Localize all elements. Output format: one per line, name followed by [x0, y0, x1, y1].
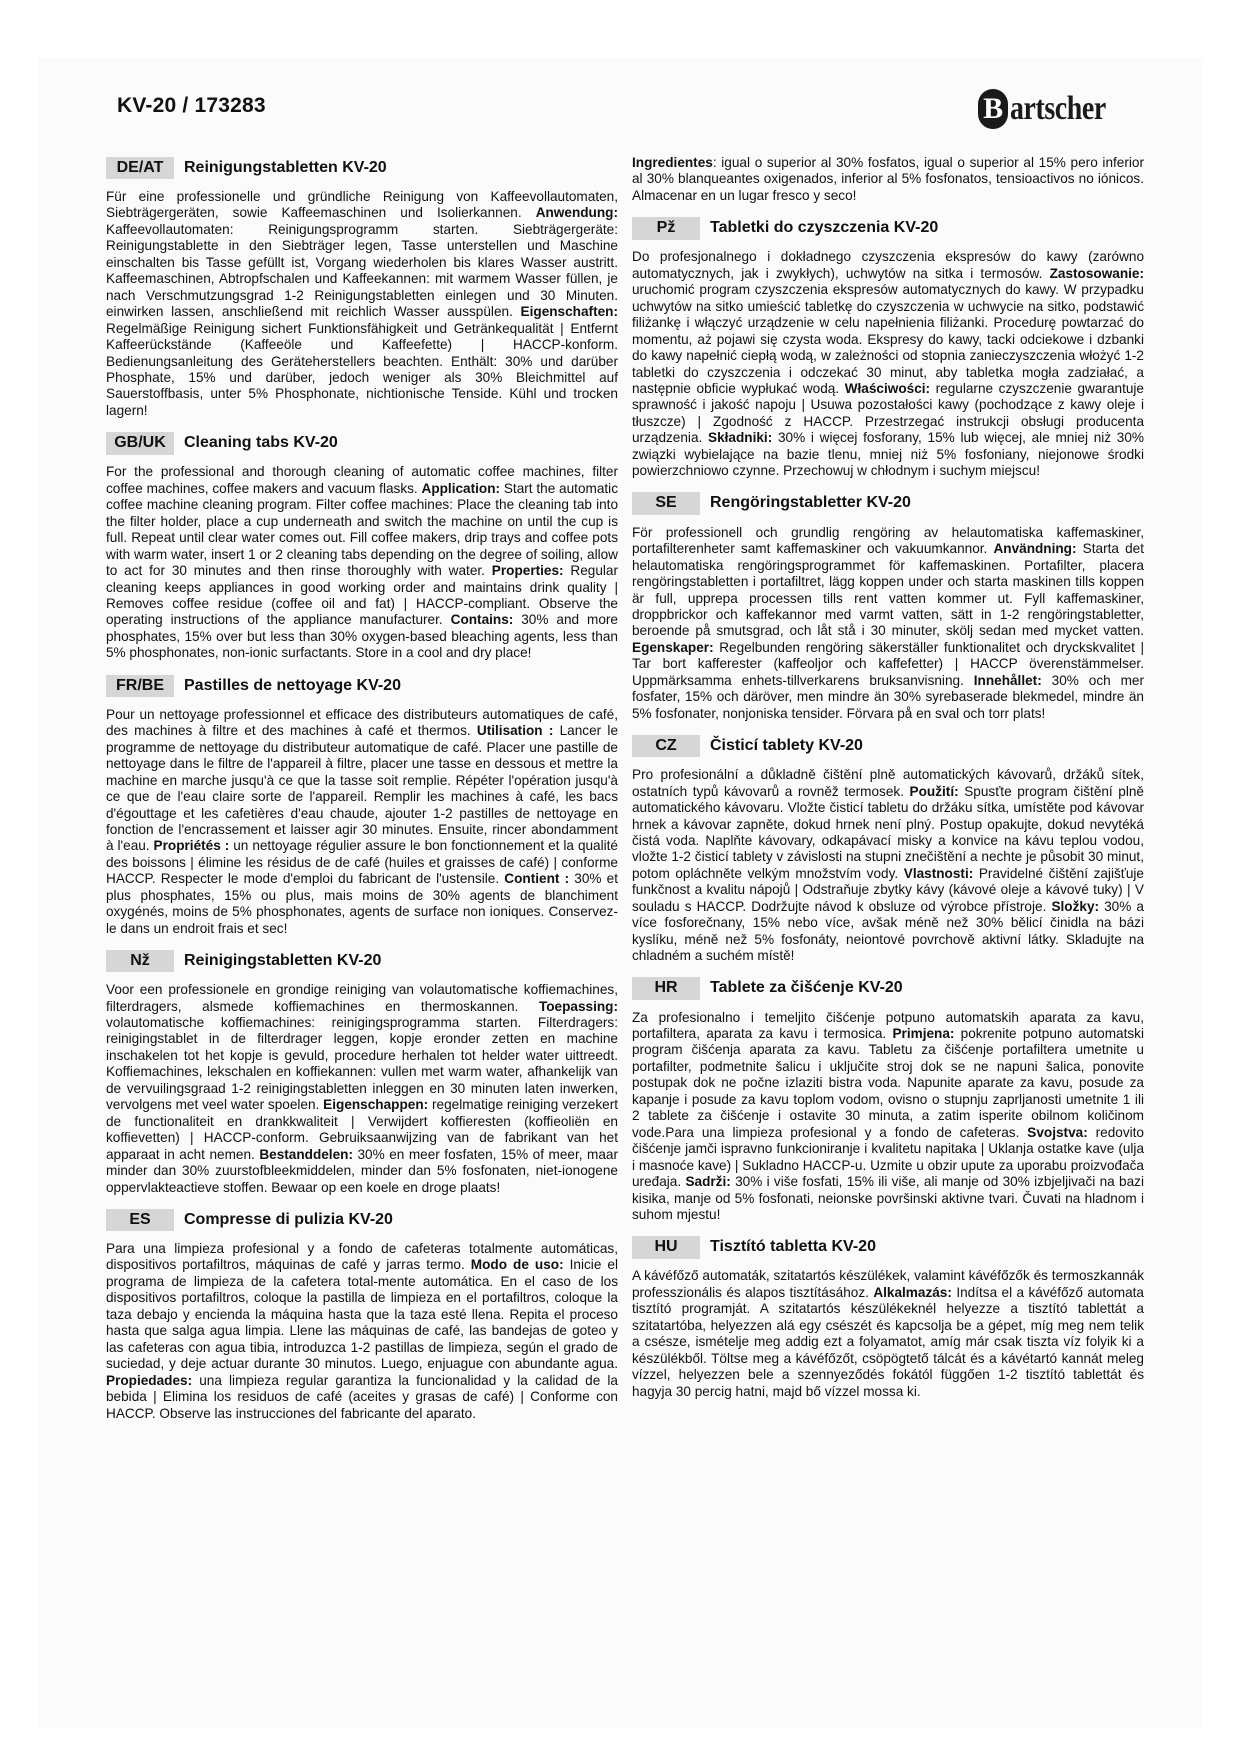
section-paragraph	[632, 767, 1144, 964]
section-paragraph	[106, 1241, 618, 1422]
keyword-label: Användning:	[993, 541, 1077, 557]
language-code-badge: FR/BE	[106, 675, 174, 697]
language-code-badge: GB/UK	[106, 432, 174, 454]
section-body	[632, 525, 1144, 722]
keyword-label: Modo de uso:	[470, 1257, 564, 1273]
body-text: un nettoyage régulier assure le bon fonctionnement et la qualité des boissons | élimine les résidus de de café (huiles et graisses de café) | conforme HACCP. Respecter le mode d'emploi du fabricant de l'ustensile.	[106, 838, 618, 887]
body-text: redovito čišćenje jamči ispravno funkcioniranje i kvalitetu napitaka | Uklanja ostatke kave (ulja i masnoće kave) | Sukladno HACCP-u. Uzmite u obzir upute za uporabu proizvođača uređaja.	[632, 1124, 1144, 1190]
keyword-label: Propriétés :	[153, 838, 230, 854]
keyword-label: Egenskaper:	[632, 639, 714, 655]
body-text: 30% a více fosforečnany, 15% nebo více, avšak méně než 30% bělicí činidla na bázi kyslíku, méně než 5% fosfonáty, neiontové povrchově aktivní látky. Skladujte na chladném a suchém místě!	[632, 898, 1144, 964]
language-code-badge: DE/AT	[106, 157, 174, 179]
section-title: Pastilles de nettoyage KV-20	[184, 676, 401, 694]
section-title: Reinigungstabletten KV-20	[184, 158, 387, 176]
section-title: Tisztító tabletta KV-20	[710, 1238, 876, 1256]
section-body	[106, 707, 618, 937]
body-text: 30% och mer fosfater, 15% och däröver, men mindre än 30% syrebaserade blekmedel, mindre än 5% fosfonater, nonjoniska tensider. Förvara på en sval och torr plats!	[632, 672, 1144, 721]
section-paragraph	[632, 525, 1144, 722]
body-text: Pour un nettoyage professionnel et efficace des distributeurs automatiques de café, des machines à filtre et des machines à café et thermos.	[106, 706, 618, 739]
keyword-label: Použití:	[909, 783, 959, 799]
keyword-label: Složky:	[1051, 898, 1100, 914]
language-section	[106, 1207, 618, 1422]
body-text: Pravidelné čištění zajišťuje funkčnost a kvalitu nápojů | Odstraňuje zbytky kávy (kávové oleje a kávové tuky) | V souladu s HACCP. Dodržujte návod k obsluze od výrobce přístroje.	[632, 865, 1144, 914]
body-text: 30% et plus phosphates, 15% ou plus, mais moins de 30% agents de blanchiment oxygénés, moins de 5% phosphonates, agents de surface non ioniques. Conservez-le dans un endroit frais et sec!	[106, 871, 618, 936]
section-heading	[106, 430, 618, 456]
section-body	[632, 1010, 1144, 1224]
body-text: 30% and more phosphates, 15% over but less than 30% oxygen-based bleaching agents, less than 5% phosphonates, non-ionic surfactants. Store in a cool and dry place!	[106, 612, 618, 661]
section-heading	[632, 733, 1144, 759]
body-text: För professionell och grundlig rengöring av helautomatiska kaffemaskiner, portafilterenheter samt kaffemaskiner och vakuumkannor.	[632, 524, 1144, 557]
body-text: pokrenite potpuno automatski program čišćenja aparata za kavu. Tabletu za čišćenje portafiltera umetnite u portafilter, podmetnite šalicu i uključite stroj dok se ne napuni šalica, ponovite postupak dok ne počne izlaziti bistra voda. Napunite aparate za kavu, posude za kapanje i posude za kavu toplom vodom, ovisno o stupnju zaprljanosti umetnite 1 ili 2 tablete za čišćenje i ostavite 30 minuta, a zatim isperite obilnom količinom vode.Para una limpieza profesional y a fondo de cafeteras.	[632, 1026, 1144, 1140]
body-text: 30% i više fosfati, 15% ili više, ali manje od 30% izbjeljivači na bazi kisika, manje od 5% fosfonati, neionske površinski aktivne tvari. Čuvati na hladnom i suhom mjestu!	[632, 1174, 1144, 1223]
section-paragraph	[106, 982, 618, 1196]
keyword-label: Składniki:	[708, 430, 773, 446]
body-text: 30% i więcej fosforany, 15% lub więcej, ale mniej niż 30% związki wybielające na bazie tlenu, mniej niż 5% fosfoniany, niejonowe środki powierzchniowo czynne. Przechowuj w chłodnym i suchym miejscu!	[632, 430, 1144, 479]
section-paragraph	[632, 155, 1144, 204]
body-text: Regular cleaning keeps appliances in good working order and maintains drink quality | Removes coffee residue (coffee oil and fat) | HACCP-compliant. Observe the operating instructions of the appliance manufacturer.	[106, 563, 619, 628]
body-text: 30% en meer fosfaten, 15% of meer, maar minder dan 30% zuurstofbleekmiddelen, minder dan 5% fosfonaten, niet-ionogene oppervlakteactieve stoffen. Bewaar op een koele en droge plaats!	[106, 1146, 618, 1195]
body-text: Indítsa el a kávéfőző automata tisztító programját. A szitatartós készülékeknél helyezze a tisztító tablettát a szitatartóba, helyezzen alá egy csészét és kapcsolja be a gépet, míg meg nem telik a csésze, ismételje meg addig ezt a folyamatot, amíg már csak tiszta víz folyik ki a készülékből. Töltse meg a kávéfőzőt, csöpögtető tálcát és a kávétartó kannát meleg vízzel, helyezzen bele a szennyeződés fokától függően 1-2 tisztító tablettát és hagyja 30 percig hatni, majd bő vízzel mossa ki.	[632, 1284, 1144, 1399]
section-paragraph	[632, 1010, 1144, 1224]
keyword-label: Contient :	[504, 871, 570, 887]
body-text: Starta det helautomatiska rengöringsprogrammet för kaffemaskinen. Portafilter, placera rengöringstabletten i portafiltret, lägg koppen under och starta maskinen tills koppen är full, upprepa processen tills rent vatten kommer ut. Fyll kaffemaskiner, droppbrickor och kaffekannor med varmt vatten, sätt in 1-2 rengöringstabletter, beroende på smutsgrad, och låt stå i 30 minuter, skölj sedan med mycket vatten.	[632, 541, 1144, 639]
keyword-label: Eigenschappen:	[323, 1097, 429, 1113]
section-body	[106, 1241, 618, 1422]
body-text: Spusťte program čištění plně automatického kávovaru. Vložte čisticí tabletu do držáku sítka, umístěte pod kávovar hrnek a kávovar zapněte, dokud hrnek není plný. Postup opakujte, dokud nevytéká čistá voda. Naplňte kávovary, odkapávací misky a konvice na kávu teplou vodou, vložte 1-2 čisticí tablety v závislosti na stupni znečištění a nechte je působit 30 minut, potom opláchněte velkým množstvím vody.	[632, 783, 1144, 881]
language-section	[106, 430, 618, 661]
language-code-badge: ES	[106, 1209, 174, 1231]
language-section	[632, 155, 1144, 204]
keyword-label: Alkalmazás:	[873, 1284, 952, 1300]
section-heading	[632, 215, 1144, 241]
section-heading	[632, 491, 1144, 517]
keyword-label: Application:	[421, 480, 501, 496]
language-section	[632, 733, 1144, 964]
body-text: uruchomić program czyszczenia ekspresów automatycznych do kawy. W przypadku uchwytów na sitko umieścić tabletkę do czyszczenia w uchwycie na sitko, podstawić filiżankę i włączyć urządzenie w celu napełnienia filiżanki. Procedurę powtarzać do momentu, aż pojawi się czysta woda. Ekspresy do kawy, tacki odciekowe i dzbanki do kawy napełnić ciepłą wodą, w zależności od stopnia zanieczyszczenia włożyć 1-2 tabletki do czyszczenia i odczekać 30 minut, aby tabletka mogła zadziałać, a następnie obficie wypłukać wodą.	[632, 282, 1144, 396]
section-title: Reinigingstabletten KV-20	[184, 951, 382, 969]
keyword-label: Innehållet:	[973, 672, 1042, 688]
body-text: Do profesjonalnego i dokładnego czyszczenia ekspresów do kawy (zarówno automatycznych, jak i zwykłych), uchwytów na sitka i termosów.	[632, 249, 1144, 281]
logo-b-mark-icon: B	[978, 89, 1008, 129]
keyword-label: Primjena:	[892, 1026, 955, 1042]
body-text: Pro profesionální a důkladně čištění plně automatických kávovarů, držáků sítek, ostatních typů kávovarů a rovněž termosek.	[632, 767, 1144, 799]
language-section	[632, 215, 1144, 479]
section-heading	[106, 155, 618, 181]
keyword-label: Eigenschaften:	[520, 304, 618, 320]
section-body	[632, 155, 1144, 204]
section-heading	[106, 673, 618, 699]
section-title: Tablete za čišćenje KV-20	[710, 979, 903, 997]
logo-wordmark: artscher	[1010, 90, 1106, 127]
section-paragraph	[106, 189, 618, 419]
section-paragraph	[106, 707, 618, 937]
bartscher-logo	[978, 86, 1127, 132]
keyword-label: Contains:	[450, 612, 514, 628]
language-code-badge: CZ	[632, 735, 700, 757]
document-header	[117, 92, 1127, 132]
body-text: regularne czyszczenie gwarantuje sprawność i jakość napoju | Usuwa pozostałości kawy (pochodzące z kawy oleje i tłuszcze) | Zgodność z HACCP. Przestrzegać instrukcji obsługi producenta urządzenia.	[632, 380, 1144, 446]
body-text: Za profesionalno i temeljito čišćenje potpuno automatskih aparata za kavu, portafiltera, aparata za kavu i termosica.	[632, 1009, 1144, 1042]
section-title: Tabletki do czyszczenia KV-20	[710, 219, 939, 237]
language-section	[106, 948, 618, 1196]
keyword-label: Toepassing:	[538, 998, 618, 1014]
keyword-label: Sadrži:	[685, 1174, 731, 1190]
keyword-label: Właściwości:	[844, 380, 931, 396]
section-heading	[106, 1207, 618, 1233]
keyword-label: Propiedades:	[106, 1372, 193, 1388]
section-body	[632, 249, 1144, 479]
body-text: Start the automatic coffee machine cleaning program. Filter coffee machines: Place the cleaning tab into the filter holder, place a cup underneath and switch the machine on until the cup is full. Repeat until clear water comes out. Fill coffee makers, drip trays and coffee pots with warm water, insert 1 or 2 cleaning tabs depending on the degree of soiling, allow to act for 30 minutes and then rinse thoroughly with water.	[106, 480, 618, 579]
body-text: Para una limpieza profesional y a fondo de cafeteras totalmente automáticas, dispositivos portafiltros, máquinas de café y jarras termo.	[106, 1241, 618, 1273]
section-body	[632, 1268, 1144, 1400]
body-text: Voor een professionele en grondige reiniging van volautomatische koffiemachines, filterdragers, alsmede koffiemachines en thermoskannen.	[106, 982, 618, 1014]
language-section	[106, 155, 618, 419]
language-section	[632, 1234, 1144, 1400]
section-paragraph	[106, 464, 618, 661]
keyword-label: Svojstva:	[1027, 1124, 1088, 1140]
section-paragraph	[632, 1268, 1144, 1400]
language-code-badge: Nž	[106, 950, 174, 972]
section-title: Compresse di pulizia KV-20	[184, 1210, 393, 1228]
language-section	[632, 976, 1144, 1224]
language-code-badge: SE	[632, 492, 700, 514]
keyword-label: Utilisation :	[476, 723, 554, 739]
section-heading	[106, 948, 618, 974]
section-title: Rengöringstabletter KV-20	[710, 494, 911, 512]
body-text: Für eine professionelle und gründliche Reinigung von Kaffeevollautomaten, Siebträgergeräten, sowie Kaffeemaschinen und Isolierkannen.	[106, 189, 618, 221]
right-column	[632, 155, 1144, 1411]
section-body	[632, 767, 1144, 964]
body-text: : igual o superior al 30% fosfatos, igual o superior al 15% pero inferior al 30% blanqueantes oxigenados, inferior al 5% fosfonatos, tensioactivos no iónicos. Almacenar en un lugar fresco y seco!	[632, 155, 1144, 203]
language-code-badge: HR	[632, 977, 700, 999]
keyword-label: Zastosowanie:	[1049, 265, 1144, 281]
keyword-label: Vlastnosti:	[903, 865, 974, 881]
body-text: A kávéfőző automaták, szitatartós készülékek, valamint kávéfőzők és termoszkannák professzionális és alapos tisztításához.	[632, 1268, 1144, 1300]
keyword-label: Ingredientes	[632, 155, 713, 170]
section-body	[106, 464, 618, 661]
language-section	[632, 491, 1144, 722]
body-text: Regelbunden rengöring säkerställer funktionalitet och dryckskvalitet | Tar bort kafferester (kaffeoljor och kaffefetter) | HACCP överenstämmelser. Uppmärksamma enhets-tillverkarens bruksanvisning.	[632, 639, 1144, 688]
body-text: Inicie el programa de limpieza de la cafetera total-mente automática. En el caso de los dispositivos portafiltros, coloque la pastilla de limpieza en el portafiltros, coloque la taza debajo y encienda la máquina hasta que la taza esté llena. Repita el proceso hasta que salga agua limpia. Llene las máquinas de café, las bandejas de goteo y las cafeteras con agua tibia, introduzca 1-2 pastillas de limpieza, según el grado de suciedad, y deje actuar durante 30 minutos. Luego, enjuague con abundante agua.	[106, 1257, 618, 1372]
language-code-badge: Pž	[632, 217, 700, 239]
section-heading	[632, 976, 1144, 1002]
document-title: KV-20 / 173283	[117, 94, 266, 117]
keyword-label: Bestanddelen:	[259, 1146, 353, 1162]
language-code-badge: HU	[632, 1236, 700, 1258]
body-text: For the professional and thorough cleaning of automatic coffee machines, filter coffee machines, coffee makers and vacuum flasks.	[106, 464, 618, 496]
body-text: volautomatische koffiemachines: reinigingsprogramma starten. Filterdragers: reinigingstablet in de filterdrager leggen, kopje eronder zetten en machine inschakelen tot het kopje is gevuld, procedure herhalen tot helder water uittreedt. Koffiemachines, lekschalen en koffiekannen: vullen met warm water, afhankelijk van de vervuilingsgraad 1-2 reinigingstabletten inleggen en 30 minuten laten inwerken, vervolgens met veel water spoelen.	[106, 1015, 618, 1113]
section-heading	[632, 1234, 1144, 1260]
language-section	[106, 673, 618, 937]
section-title: Čisticí tablety KV-20	[710, 736, 863, 754]
section-body	[106, 189, 618, 419]
body-text: Lancer le programme de nettoyage du distributeur automatique de café. Placer une pastille de nettoyage dans le filtre de l'appareil à filtre, placer une tasse en dessous et mettre la machine en marche jusqu'à ce que la tasse soit remplie. Répéter l'opération jusqu'à ce que de l'eau claire sorte de l'appareil. Remplir les machines à café, les bacs d'égouttage et les cafetières d'eau chaude, ajouter 1-2 pastilles de nettoyage en fonction de l'encrassement et laisser agir 30 minutes. Ensuite, rincer abondamment à l'eau.	[106, 723, 618, 854]
section-body	[106, 982, 618, 1196]
section-paragraph	[632, 249, 1144, 479]
body-text: Kaffeevollautomaten: Reinigungsprogramm starten. Siebträgergeräte: Reinigungstablette in den Siebträger legen, Tasse unterstellen und Maschine einschalten bis Tasse gefüllt ist, Vorgang wiederholen bis klares Wasser austritt. Kaffeemaschinen, Abtropfschalen und Kaffeekannen: mit warmem Wasser füllen, je nach Verschmutzungsgrad 1-2 Reinigungstabletten einlegen und 30 Minuten. einwirken lassen, anschließend mit reichlich Wasser ausspülen.	[106, 221, 618, 320]
body-text: regelmatige reiniging verzekert de functionaliteit en drankkwaliteit | Verwijdert koffieresten (koffieoliën en koffievetten) | HACCP-conform. Gebruiksaanwijzing van de fabrikant van het apparaat in acht nemen.	[106, 1097, 619, 1162]
body-text: una limpieza regular garantiza la funcionalidad y la calidad de la bebida | Elimina los residuos de café (aceites y grasas de café) | Conforme con HACCP. Observe las instrucciones del fabricante del aparato.	[106, 1372, 618, 1421]
keyword-label: Anwendung:	[535, 205, 618, 221]
keyword-label: Properties:	[491, 563, 564, 579]
body-text: Regelmäßige Reinigung sichert Funktionsfähigkeit und Getränkequalität | Entfernt Kaffeerückstände (Kaffeeöle und Kaffeefette) | HACCP-konform. Bedienungsanleitung des Geräteherstellers beachten. Enthält: 30% und darüber Phosphate, 15% und darüber, jedoch weniger als 30% Bleichmittel auf Sauerstoffbasis, unter 5% Phosphonate, nichtionische Tenside. Kühl und trocken lagern!	[106, 320, 618, 418]
left-column	[106, 155, 618, 1433]
section-title: Cleaning tabs KV-20	[184, 434, 338, 452]
